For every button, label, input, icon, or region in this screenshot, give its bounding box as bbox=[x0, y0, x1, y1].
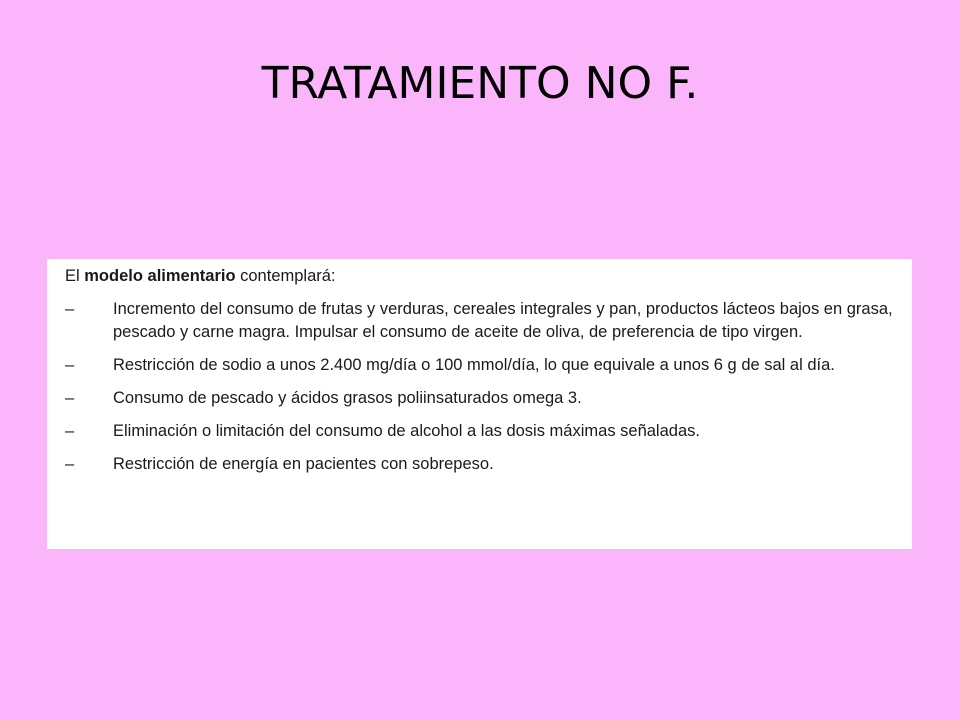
list-item bbox=[65, 453, 894, 476]
bullet-dash: – bbox=[65, 389, 75, 407]
list-item-text: Restricción de sodio a unos 2.400 mg/día o 100 mmol/día, lo que equivale a unos 6 g de sal al día. bbox=[113, 356, 835, 374]
intro-prefix: El bbox=[65, 267, 85, 285]
list-item-text: Consumo de pescado y ácidos grasos poliinsaturados omega 3. bbox=[113, 389, 582, 407]
intro-suffix: contemplará: bbox=[235, 267, 336, 285]
list-item bbox=[65, 387, 894, 410]
list-item bbox=[65, 420, 894, 443]
list-item-text: Restricción de energía en pacientes con sobrepeso. bbox=[113, 455, 494, 473]
bullet-dash: – bbox=[65, 356, 75, 374]
bullet-dash: – bbox=[65, 300, 75, 318]
list-item-text: Incremento del consumo de frutas y verduras, cereales integrales y pan, productos lácteos bajos en grasa, pescado y carne magra. Impulsar el consumo de aceite de oliva, de preferencia de tipo virgen. bbox=[113, 300, 893, 341]
bullet-dash: – bbox=[65, 455, 75, 473]
bullet-dash: – bbox=[65, 422, 75, 440]
slide-title: TRATAMIENTO NO F. bbox=[261, 58, 699, 109]
intro-line bbox=[65, 265, 894, 288]
list-item bbox=[65, 354, 894, 377]
content-box bbox=[47, 259, 912, 549]
list-item bbox=[65, 298, 894, 344]
intro-bold-term: modelo alimentario bbox=[84, 267, 236, 285]
list-item-text: Eliminación o limitación del consumo de alcohol a las dosis máximas señaladas. bbox=[113, 422, 700, 440]
